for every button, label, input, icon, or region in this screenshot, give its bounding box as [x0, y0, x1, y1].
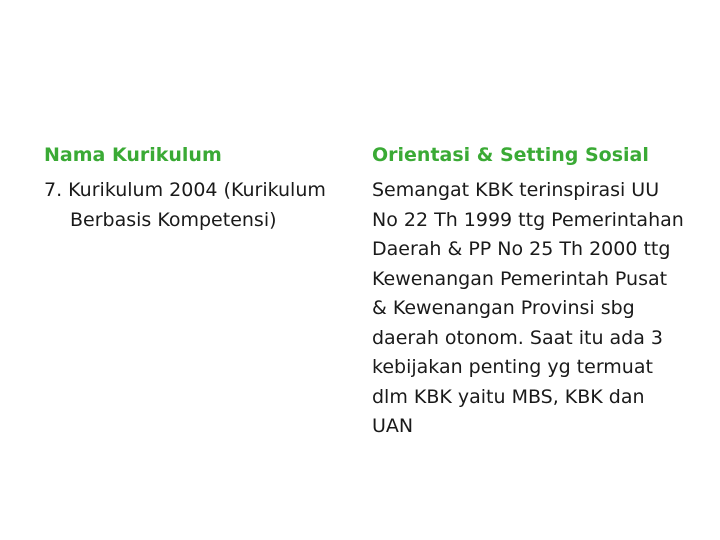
curriculum-name-heading: Nama Kurikulum: [44, 144, 222, 166]
curriculum-name-column: [44, 0, 344, 540]
orientation-heading: Orientasi & Setting Sosial: [372, 144, 649, 166]
orientation-description: Semangat KBK terinspirasi UU No 22 Th 1999 ttg Pemerintahan Daerah & PP No 25 Th 2000 ttg Kewenangan Pemerintah Pusat & Kewenangan Provinsi sbg daerah otonom. Saat itu ada 3 kebijakan penting yg termuat dlm KBK yaitu MBS, KBK dan UAN: [372, 179, 684, 437]
orientation-column: [372, 0, 692, 540]
curriculum-name-item: 7. Kurikulum 2004 (Kurikulum Berbasis Kompetensi): [44, 179, 326, 231]
